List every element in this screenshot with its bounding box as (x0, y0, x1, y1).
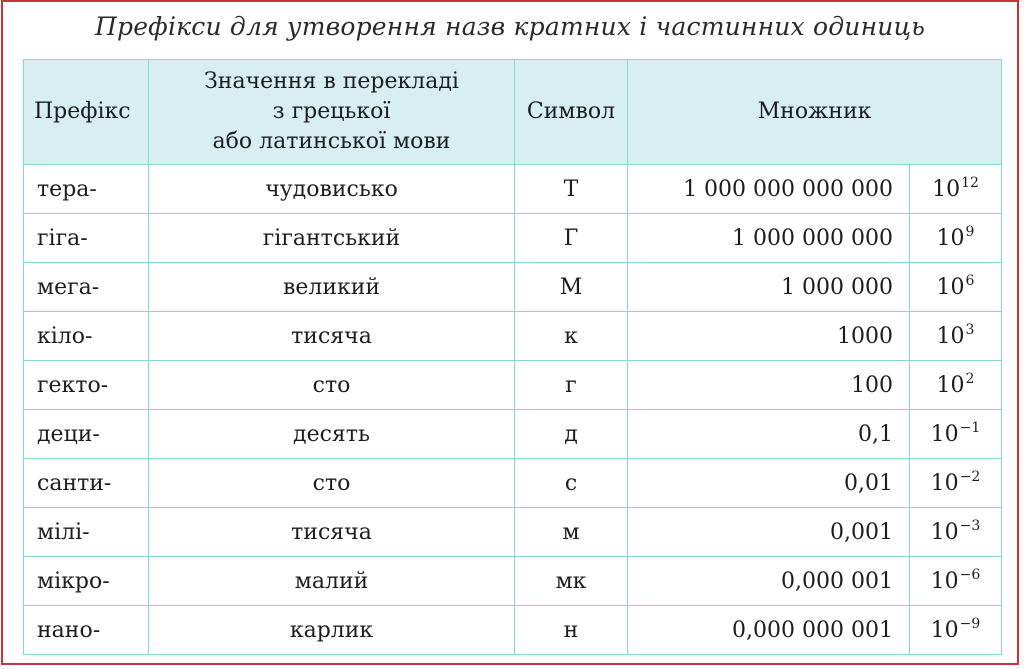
power-base: 10 (930, 470, 959, 496)
symbol-cell: к (515, 312, 628, 361)
meaning-cell: чудовисько (149, 165, 515, 214)
power-of-ten-cell (910, 508, 1002, 557)
meaning-cell: гігантський (149, 214, 515, 263)
power-of-ten-cell (910, 459, 1002, 508)
meaning-cell: сто (149, 361, 515, 410)
power-of-ten-cell (910, 410, 1002, 459)
symbol-cell: с (515, 459, 628, 508)
power-exponent: −9 (959, 615, 981, 632)
power-base: 10 (930, 568, 959, 594)
table-caption: Префікси для утворення назв кратних і частинних одиниць (94, 12, 926, 41)
header-row (24, 60, 1002, 165)
table-row (24, 606, 1002, 655)
prefix-cell: гекто- (24, 361, 149, 410)
power-of-ten-cell (910, 557, 1002, 606)
power-exponent: 6 (965, 272, 975, 289)
multiplier-number-cell: 1 000 000 000 000 (628, 165, 910, 214)
power-exponent: 9 (965, 223, 975, 240)
multiplier-number-cell: 1 000 000 (628, 263, 910, 312)
power-exponent: −2 (959, 468, 981, 485)
multiplier-number-cell: 100 (628, 361, 910, 410)
power-base: 10 (930, 519, 959, 545)
table-row (24, 165, 1002, 214)
power-exponent: 12 (961, 174, 979, 191)
meaning-cell: сто (149, 459, 515, 508)
multiplier-number-cell: 1 000 000 000 (628, 214, 910, 263)
power-base: 10 (932, 176, 961, 202)
power-exponent: 3 (965, 321, 975, 338)
power-base: 10 (936, 225, 965, 251)
power-of-ten-cell (910, 165, 1002, 214)
prefix-cell: мікро- (24, 557, 149, 606)
multiplier-number-cell: 0,000 001 (628, 557, 910, 606)
table-row (24, 459, 1002, 508)
symbol-cell: н (515, 606, 628, 655)
multiplier-number-cell: 0,000 000 001 (628, 606, 910, 655)
power-of-ten-cell (910, 214, 1002, 263)
power-exponent: −1 (959, 419, 981, 436)
header-meaning-line: або латинської мови (212, 129, 451, 154)
header-multiplier: Множник (628, 60, 1002, 165)
multiplier-number-cell: 0,01 (628, 459, 910, 508)
header-meaning (149, 60, 515, 165)
power-of-ten-cell (910, 312, 1002, 361)
prefix-cell: тера- (24, 165, 149, 214)
header-meaning-line: з грецької (272, 99, 391, 124)
power-base: 10 (936, 372, 965, 398)
symbol-cell: г (515, 361, 628, 410)
header-meaning-line: Значення в перекладі (204, 69, 459, 94)
prefix-cell: нано- (24, 606, 149, 655)
power-exponent: −6 (959, 566, 981, 583)
symbol-cell: д (515, 410, 628, 459)
power-base: 10 (930, 617, 959, 643)
power-base: 10 (936, 274, 965, 300)
prefix-cell: санти- (24, 459, 149, 508)
symbol-cell: М (515, 263, 628, 312)
table-row (24, 557, 1002, 606)
table-row (24, 508, 1002, 557)
symbol-cell: Т (515, 165, 628, 214)
header-prefix: Префікс (24, 60, 149, 165)
meaning-cell: великий (149, 263, 515, 312)
symbol-cell: Г (515, 214, 628, 263)
meaning-cell: карлик (149, 606, 515, 655)
power-base: 10 (930, 421, 959, 447)
multiplier-number-cell: 1000 (628, 312, 910, 361)
multiplier-number-cell: 0,1 (628, 410, 910, 459)
meaning-cell: малий (149, 557, 515, 606)
prefix-cell: гіга- (24, 214, 149, 263)
power-of-ten-cell (910, 361, 1002, 410)
meaning-cell: тисяча (149, 508, 515, 557)
meaning-cell: тисяча (149, 312, 515, 361)
power-exponent: −3 (959, 517, 981, 534)
meaning-cell: десять (149, 410, 515, 459)
multiplier-number-cell: 0,001 (628, 508, 910, 557)
power-of-ten-cell (910, 263, 1002, 312)
table-row (24, 361, 1002, 410)
power-base: 10 (936, 323, 965, 349)
table-row (24, 263, 1002, 312)
prefix-table (23, 59, 1002, 655)
symbol-cell: м (515, 508, 628, 557)
prefix-cell: деци- (24, 410, 149, 459)
prefix-cell: мега- (24, 263, 149, 312)
symbol-cell: мк (515, 557, 628, 606)
power-of-ten-cell (910, 606, 1002, 655)
prefix-cell: мілі- (24, 508, 149, 557)
header-symbol: Символ (515, 60, 628, 165)
power-exponent: 2 (965, 370, 975, 387)
table-row (24, 312, 1002, 361)
table-row (24, 214, 1002, 263)
table-row (24, 410, 1002, 459)
prefix-cell: кіло- (24, 312, 149, 361)
